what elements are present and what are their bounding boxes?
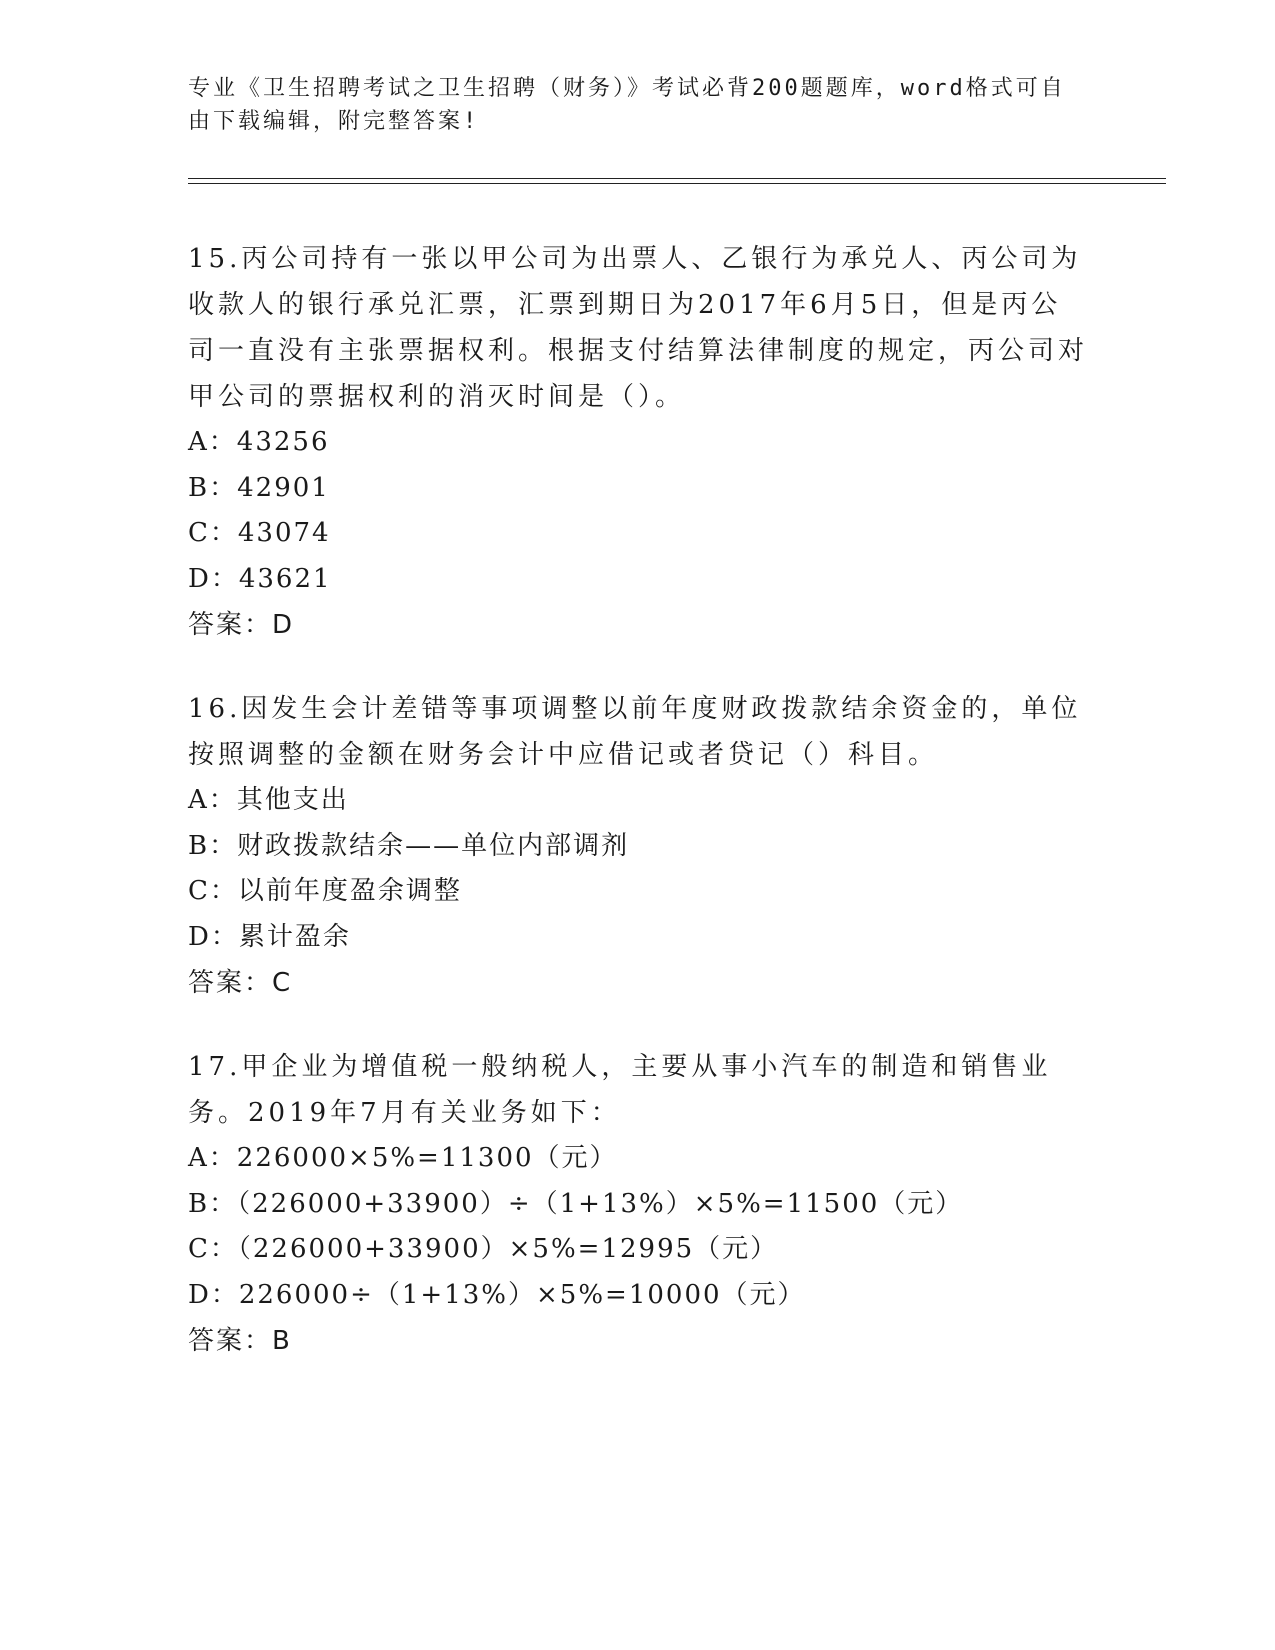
option-d: D：43621: [188, 563, 332, 594]
option-a: A：226000×5%=11300（元）: [188, 1143, 618, 1173]
option-d: D：226000÷（1+13%）×5%=10000（元）: [188, 1279, 806, 1310]
option-a: A：其他支出: [188, 785, 349, 815]
answer: 答案：C: [188, 968, 293, 998]
option-c: C：以前年度盈余调整: [188, 876, 462, 906]
option-b: B：财政拨款结余——单位内部调剂: [188, 830, 630, 861]
option-a: A：43256: [188, 427, 330, 457]
question-16: [188, 686, 1088, 1006]
question-list: [188, 236, 1088, 1402]
header-divider-bottom: [188, 183, 1166, 184]
header-divider-top: [188, 178, 1166, 179]
option-b: B：42901: [188, 472, 330, 503]
question-stem: 15.丙公司持有一张以甲公司为出票人、乙银行为承兑人、丙公司为收款人的银行承兑汇票，汇票到期日为2017年6月5日，但是丙公司一直没有主张票据权利。根据支付结算法律制度的规定，丙公司对甲公司的票据权利的消灭时间是（）。: [188, 244, 1089, 412]
question-15: [188, 236, 1088, 648]
question-stem: 17.甲企业为增值税一般纳税人，主要从事小汽车的制造和销售业务。2019年7月有关业务如下：: [188, 1052, 1052, 1128]
question-stem: 16.因发生会计差错等事项调整以前年度财政拨款结余资金的，单位按照调整的金额在财务会计中应借记或者贷记（）科目。: [188, 694, 1082, 770]
option-c: C：43074: [188, 518, 331, 548]
answer: 答案：D: [188, 610, 295, 640]
option-d: D：累计盈余: [188, 921, 351, 952]
answer: 答案：B: [188, 1326, 292, 1356]
option-c: C：（226000+33900）×5%=12995（元）: [188, 1234, 779, 1264]
option-b: B：（226000+33900）÷（1+13%）×5%=11500（元）: [188, 1188, 964, 1219]
question-17: [188, 1044, 1088, 1364]
document-header: 专业《卫生招聘考试之卫生招聘（财务）》考试必背200题题库，word格式可自由下载编辑，附完整答案!: [188, 76, 1066, 134]
